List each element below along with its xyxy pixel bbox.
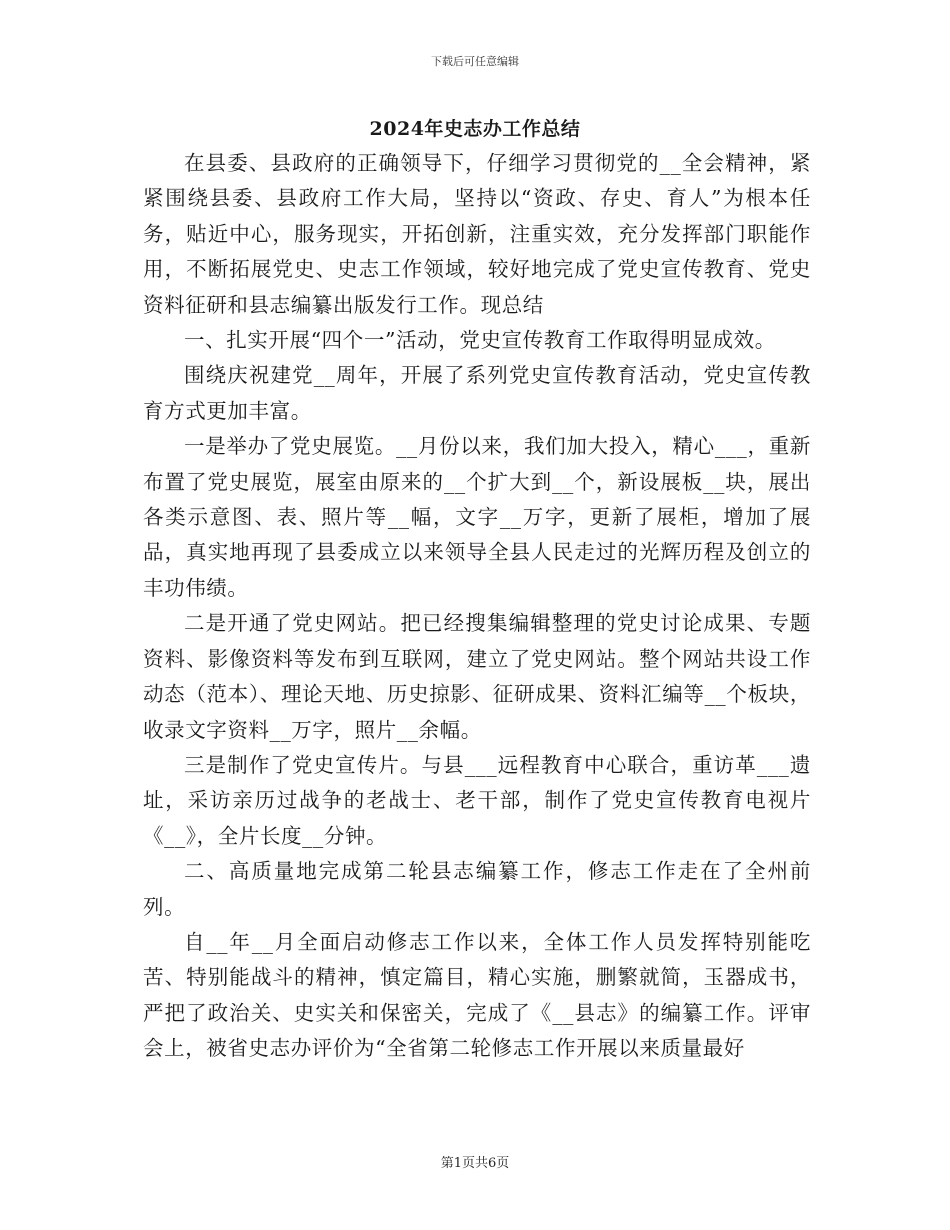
document-title: 2024年史志办工作总结	[369, 118, 581, 140]
paragraph-section-one-summary: 围绕庆祝建党__周年，开展了系列党史宣传教育活动，党史宣传教育方式更加丰富。	[143, 363, 811, 423]
paragraph-intro: 在县委、县政府的正确领导下，仔细学习贯彻党的__全会精神，紧紧围绕县委、县政府工作大局，坚持以“资政、存史、育人”为根本任务，贴近中心，服务现实，开拓创新，注重实效，充分发挥部门职能作用，不断拓展党史、史志工作领域，较好地完成了党史宣传教育、党史资料征研和县志编纂出版发行工作。现总结	[143, 151, 811, 317]
paragraph-section-one-heading: 一、扎实开展“四个一”活动，党史宣传教育工作取得明显成效。	[184, 328, 776, 353]
paragraph-county-annals: 自__年__月全面启动修志工作以来，全体工作人员发挥特别能吃苦、特别能战斗的精神，慎定篇目，精心实施，删繁就简，玉器成书，严把了政治关、史实关和保密关，完成了《__县志》的编纂工作。评审会上，被省史志办评价为“全省第二轮修志工作开展以来质量最好	[143, 929, 811, 1061]
page-header-note: 下载后可任意编辑	[431, 55, 519, 68]
paragraph-exhibition: 一是举办了党史展览。__月份以来，我们加大投入，精心___，重新布置了党史展览，展室由原来的__个扩大到__个，新设展板__块，展出各类示意图、表、照片等__幅，文字__万字，更新了展柜，增加了展品，真实地再现了县委成立以来领导全县人民走过的光辉历程及创立的丰功伟绩。	[143, 434, 811, 600]
paragraph-website: 二是开通了党史网站。把已经搜集编辑整理的党史讨论成果、专题资料、影像资料等发布到互联网，建立了党史网站。整个网站共设工作动态（范本）、理论天地、历史掠影、征研成果、资料汇编等__个板块，收录文字资料__万字，照片__余幅。	[143, 611, 811, 742]
paragraph-promo-film: 三是制作了党史宣传片。与县___远程教育中心联合，重访革___遗址，采访亲历过战争的老战士、老干部，制作了党史宣传教育电视片《__》，全片长度__分钟。	[143, 752, 811, 848]
paragraph-section-two-heading: 二、高质量地完成第二轮县志编纂工作，修志工作走在了全州前列。	[143, 859, 811, 919]
document-body	[143, 146, 811, 1067]
page-number: 第1页共6页	[440, 1156, 510, 1171]
